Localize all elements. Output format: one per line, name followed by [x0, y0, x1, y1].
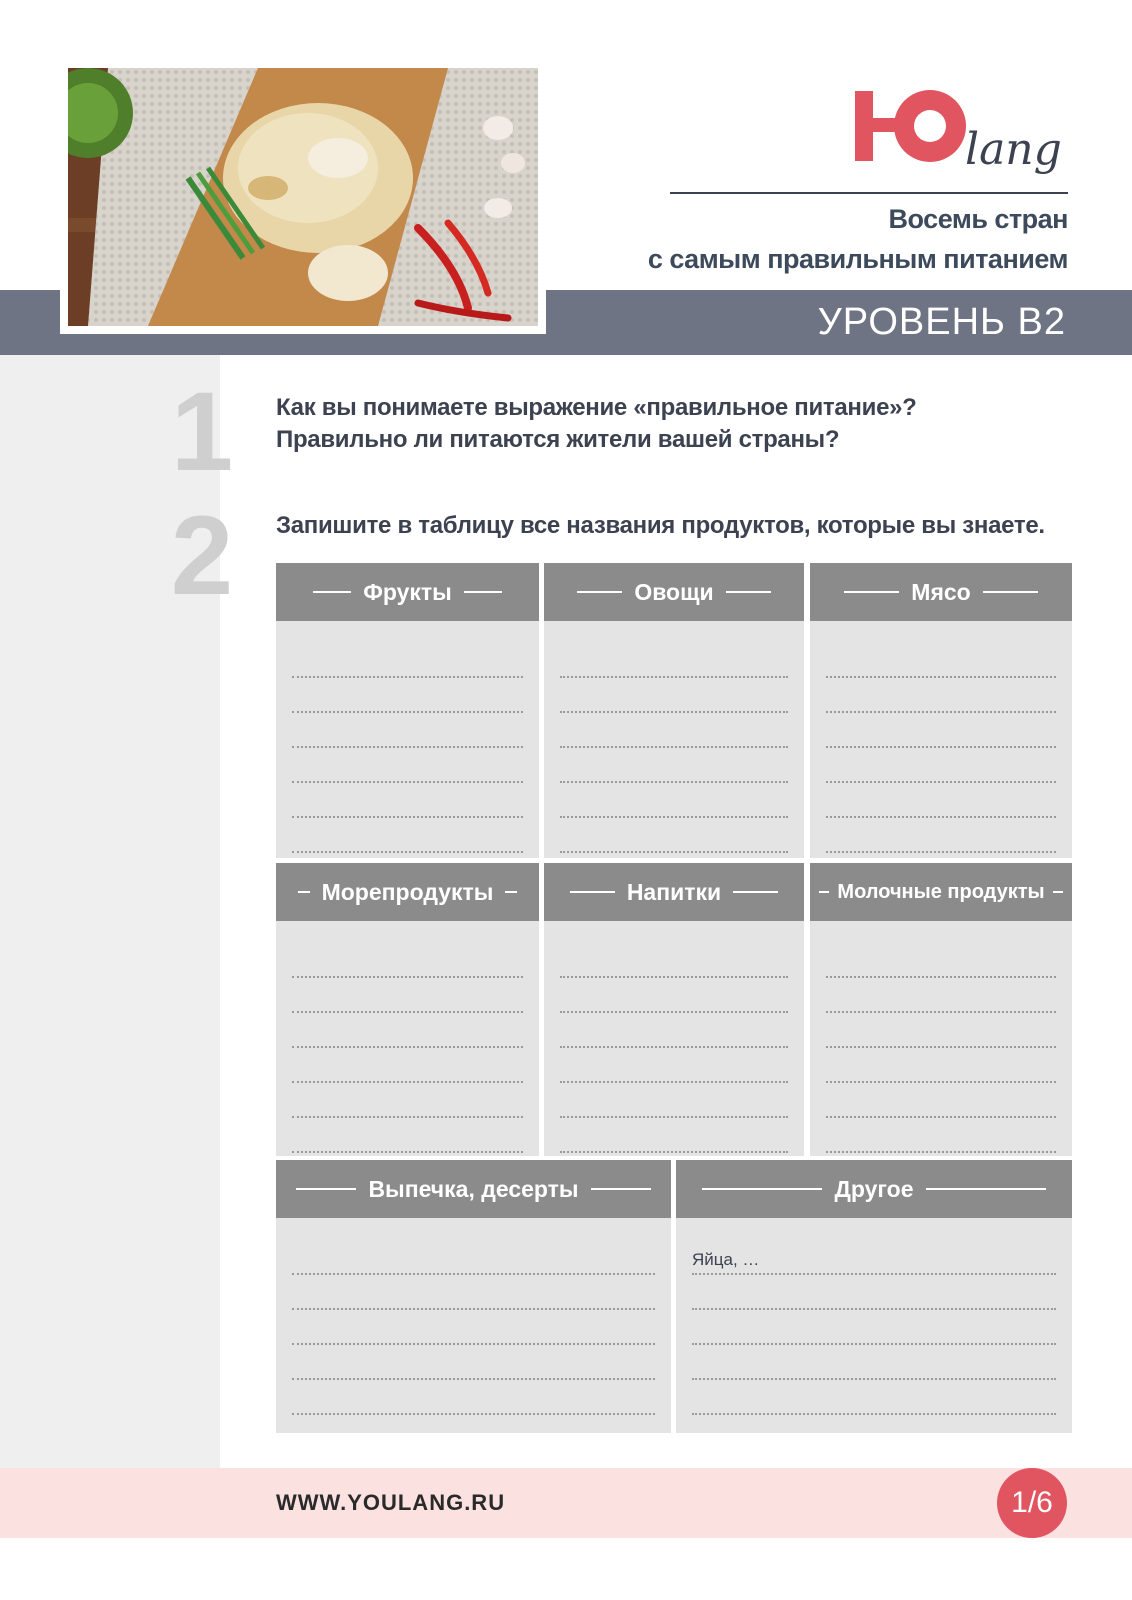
write-line[interactable] [692, 1345, 1056, 1380]
category-header [276, 563, 539, 621]
header-dash [570, 891, 615, 893]
category-meat [810, 563, 1072, 858]
write-line[interactable] [826, 1083, 1056, 1118]
category-vegetables [544, 563, 804, 858]
write-line[interactable] [292, 943, 523, 978]
write-line[interactable] [292, 1048, 523, 1083]
level-label: УРОВЕНЬ B2 [817, 301, 1066, 343]
category-label: Мясо [911, 578, 971, 605]
category-drinks [544, 863, 804, 1156]
write-line[interactable] [292, 783, 523, 818]
write-line[interactable] [826, 943, 1056, 978]
write-line[interactable] [826, 748, 1056, 783]
write-line[interactable] [292, 1380, 655, 1415]
write-line[interactable] [560, 643, 788, 678]
page-number-badge: 1/6 [997, 1468, 1067, 1538]
food-photo [68, 68, 538, 326]
category-seafood [276, 863, 539, 1156]
header-dash [464, 591, 502, 593]
header-dash [733, 891, 778, 893]
category-header [276, 863, 539, 921]
write-line[interactable] [560, 713, 788, 748]
category-header [810, 863, 1072, 921]
exercise-2-instruction: Запишите в таблицу все названия продуктов, которые вы знаете. [276, 512, 1045, 539]
category-label: Овощи [634, 578, 714, 605]
header-dash [983, 591, 1038, 593]
write-line[interactable] [826, 678, 1056, 713]
write-line[interactable] [292, 678, 523, 713]
category-dairy [810, 863, 1072, 1156]
header-dash [577, 591, 622, 593]
category-label: Молочные продукты [837, 880, 1045, 903]
header-dash [591, 1188, 651, 1190]
write-line[interactable] [560, 978, 788, 1013]
write-line[interactable] [292, 1345, 655, 1380]
write-line[interactable] [292, 1275, 655, 1310]
write-line[interactable] [292, 818, 523, 853]
write-line[interactable] [560, 1118, 788, 1153]
header-dash [844, 591, 899, 593]
exercise-number-1: 1 [170, 369, 234, 494]
category-label: Фрукты [363, 578, 452, 605]
title-rule [670, 192, 1068, 194]
write-line[interactable] [560, 1048, 788, 1083]
write-line[interactable] [826, 1118, 1056, 1153]
write-line[interactable] [560, 783, 788, 818]
write-line[interactable] [292, 978, 523, 1013]
category-header [676, 1160, 1072, 1218]
category-bakery-desserts [276, 1160, 671, 1433]
write-line[interactable] [560, 818, 788, 853]
header-dash [1053, 891, 1063, 893]
write-line[interactable] [560, 748, 788, 783]
category-other [676, 1160, 1072, 1433]
write-line[interactable] [560, 1013, 788, 1048]
category-header [544, 563, 804, 621]
exercise-1-line1: Как вы понимаете выражение «правильное питание»? [276, 394, 917, 421]
footer-band [0, 1468, 1132, 1538]
write-line[interactable] [826, 713, 1056, 748]
header-dash [702, 1188, 822, 1190]
write-line[interactable] [292, 1013, 523, 1048]
category-fruits [276, 563, 539, 858]
write-line[interactable] [560, 678, 788, 713]
header-dash [926, 1188, 1046, 1190]
header-dash [819, 891, 829, 893]
write-line[interactable] [292, 1118, 523, 1153]
website-link[interactable]: WWW.YOULANG.RU [276, 1490, 506, 1515]
write-line[interactable] [826, 1013, 1056, 1048]
category-label: Другое [834, 1175, 914, 1202]
write-line[interactable] [826, 818, 1056, 853]
write-line[interactable] [292, 1310, 655, 1345]
header-dash [726, 591, 771, 593]
write-line[interactable] [826, 783, 1056, 818]
exercise-1-line2: Правильно ли питаются жители вашей страны? [276, 426, 840, 453]
page-title-line1: Восемь стран [888, 204, 1068, 234]
write-line[interactable] [826, 978, 1056, 1013]
write-line[interactable] [692, 1380, 1056, 1415]
youlang-logo [855, 76, 1080, 186]
category-header [544, 863, 804, 921]
exercise-1-question [276, 392, 917, 456]
write-line[interactable] [292, 1240, 655, 1275]
category-label: Выпечка, десерты [368, 1175, 579, 1202]
write-line[interactable] [826, 1048, 1056, 1083]
write-line[interactable] [560, 1083, 788, 1118]
header-dash [313, 591, 351, 593]
write-line[interactable] [292, 748, 523, 783]
write-line[interactable] [292, 643, 523, 678]
header-dash [298, 891, 310, 893]
category-header [276, 1160, 671, 1218]
category-label: Морепродукты [321, 878, 494, 905]
page-title-line2: с самым правильным питанием [647, 244, 1068, 274]
write-line-example[interactable]: Яйца, … [692, 1240, 1056, 1275]
exercise-number-2: 2 [170, 493, 234, 618]
write-line[interactable] [826, 643, 1056, 678]
svg-text:lang: lang [965, 124, 1062, 175]
category-header [810, 563, 1072, 621]
write-line[interactable] [560, 943, 788, 978]
write-line[interactable] [692, 1275, 1056, 1310]
header-dash [296, 1188, 356, 1190]
write-line[interactable] [292, 1083, 523, 1118]
category-label: Напитки [626, 878, 722, 905]
write-line[interactable] [692, 1310, 1056, 1345]
header-dash [505, 891, 517, 893]
write-line[interactable] [292, 713, 523, 748]
